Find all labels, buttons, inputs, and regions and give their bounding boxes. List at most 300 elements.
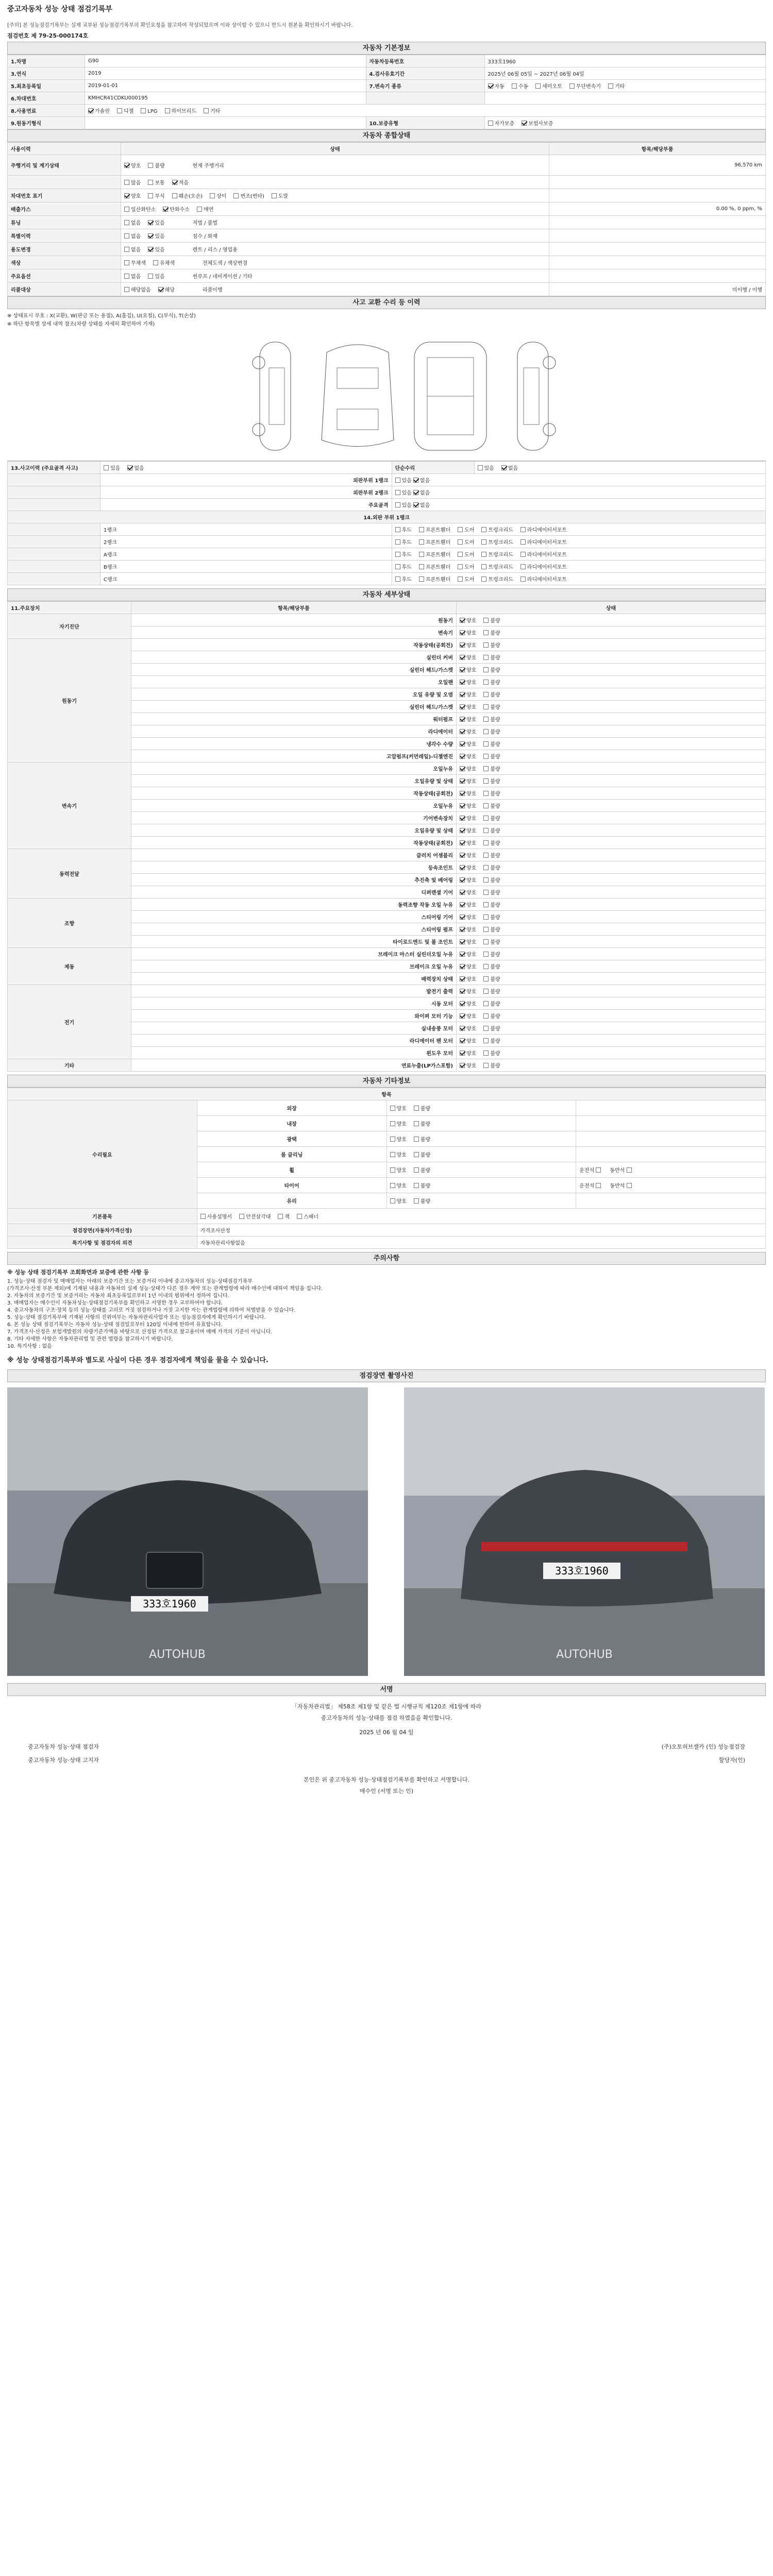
detail-table: 11.주요장치 항목/해당부품 상태 자기진단 원동기 양호 불량 변속기 양호 불량 원동기 작동상태(공회전) 양호 불량 실린더 커버 양호 불량 실린더 헤드/가스켓 양호 불량 오일팬 양호 불량 오일 유량 및 오염 양호 불량 실린더 헤드/가스켓 양호 불량 워터펌프 양호 불량 라디에이터 양호 불량 냉각수 수량 양호 불량 고압펌프(커먼레일)-디젤엔진 양호 불량 변속기 오일누유 양호 불량 오일유량 및 상태 양호 불량 작동상태(공회전) 양호 불량 오일누유 양호 불량 기어변속장치 양호 불량 오일유량 및 상태 양호 불량 작동상태(공회전) 양호 불량 동력전달 클러치 어셈블리 양호 불량 등속조인트 양호 불량 추진축 및 베어링 양호 불량 디퍼렌셜 기어 양호 불량 조향 동력조향 작동 오일 누유 양호 불량 스티어링 기어 양호 불량 스티어링 펌프 양호 불량 타이로드엔드 및 볼 조인트 양호 불량 제동 브레이크 마스터 실린더오일 누유 양호 불량 브레이크 오일 누유 양호 불량 배력장치 상태 양호 불량 전기 발전기 출력 양호 불량 시동 모터 양호 불량 와이퍼 모터 기능 양호 불량 실내송풍 모터 양호 불량 라디에이터 팬 모터 양호 불량 윈도우 모터 양호 불량 기타 연료누출(LP가스포함) 양호 불량 <box>7 601 766 1072</box>
table-row: 휠 양호 불량 운전석 동반석 <box>8 1162 766 1178</box>
checkbox <box>395 539 400 545</box>
signature-section <box>7 1683 766 1696</box>
checkbox <box>460 717 465 722</box>
checkbox <box>460 803 465 808</box>
table-row: 작동상태(공회전) 양호 불량 <box>8 787 766 800</box>
table-row: 스티어링 펌프 양호 불량 <box>8 923 766 936</box>
checkbox <box>460 976 465 981</box>
checkbox <box>483 655 489 660</box>
table-row: 브레이크 오일 누유 양호 불량 <box>8 960 766 973</box>
checkbox <box>460 791 465 796</box>
checkbox <box>395 527 400 532</box>
checkbox <box>172 180 177 185</box>
checkbox <box>627 1167 632 1173</box>
checkbox <box>520 539 526 545</box>
basic-info-section <box>7 42 766 129</box>
checkbox <box>483 803 489 808</box>
checkbox <box>478 465 483 470</box>
table-row: 주행거리 및 계기상태 양호 불량 현재 주행거리 96,570 km <box>8 155 766 176</box>
table-row: C랭크 후드 프론트휀더 도어 트렁크리드 라디에이터서포트 <box>8 573 766 585</box>
checkbox <box>390 1198 395 1204</box>
table-row: 오일팬 양호 불량 <box>8 676 766 688</box>
checkbox <box>483 1001 489 1006</box>
table-row: 냉각수 수량 양호 불량 <box>8 738 766 750</box>
checkbox <box>460 692 465 697</box>
note-line: (가격조사·산정 부분 제외)에 기재된 내용과 자동차의 실제 성능·상태가 다른 경우 계약 또는 관계법령에 따라 매수인에 대하여 책임을 집니다. <box>7 1286 323 1292</box>
checkbox <box>390 1167 395 1173</box>
checkbox <box>153 260 158 265</box>
table-row: 광택 양호 불량 <box>8 1131 766 1147</box>
checkbox <box>148 220 153 225</box>
checkbox <box>127 465 132 470</box>
photos-header: 점검장면 촬영사진 <box>7 1370 766 1382</box>
checkbox <box>458 539 463 545</box>
warranty-option: 보험사보증 <box>522 119 553 127</box>
table-row: 3.연식 2019 4.검사유효기간 2025년 06월 05일 ~ 2027년 06월 04일 <box>8 67 766 80</box>
damage-table: 13.사고이력 (주요골격 사고) 있음 없음 단순수리 있음 없음 외판부위 1랭크 있음 없음 외판부위 2랭크 있음 없음 주요골격 있음 없음 14.외판 부위 1랭크 1랭크 후드 프론트휀더 도어 트렁크리드 라디에이터서포트 2랭크 후드 프론트휀더 도어 트렁크리드 라디에이터서포트 A랭크 후드 프론트휀더 도어 트렁크리드 라디에이터서포트 B랭크 후드 프론트휀더 도어 트렁크리드 라디에이터서포트 C랭크 후드 프론트휀더 도어 트렁크리드 라디에이터서포트 <box>7 461 766 585</box>
checkbox <box>390 1183 395 1188</box>
floor-sign-front: AUTOHUB <box>149 1648 206 1661</box>
checkbox <box>520 577 526 582</box>
table-row: 조향 동력조향 작동 오일 누유 양호 불량 <box>8 899 766 911</box>
checkbox <box>148 233 153 239</box>
sig-line-1: 「자동차관리법」 제58조 제1항 및 같은 법 시행규칙 제120조 제1항에 따라 <box>291 1703 482 1710</box>
checkbox <box>483 865 489 870</box>
checkbox <box>390 1106 395 1111</box>
checkbox <box>483 729 489 734</box>
checkbox <box>148 163 153 168</box>
table-row: 주요옵션 없음 있음 썬루프 / 네비게이션 / 기타 <box>8 269 766 283</box>
note-line: 5. 성능·상태 점검기록부에 기재된 사항의 진위여부는 자동차관리사업자 또는 성능점검자에게 확인하시기 바랍니다. <box>7 1315 266 1320</box>
checkbox <box>148 193 153 198</box>
table-row: 오일유량 및 상태 양호 불량 <box>8 824 766 837</box>
checkbox <box>395 502 400 507</box>
table-row: 1랭크 후드 프론트휀더 도어 트렁크리드 라디에이터서포트 <box>8 523 766 536</box>
table-row: 2랭크 후드 프론트휀더 도어 트렁크리드 라디에이터서포트 <box>8 536 766 548</box>
sig-right-1: (주)오토허브셀카 (인) 성능점검장 <box>661 1743 745 1750</box>
table-row: 용도변경 없음 있음 렌트 / 리스 / 영업용 <box>8 243 766 256</box>
damage-header: 사고 교환 수리 등 이력 <box>7 297 766 309</box>
transmission-option: 자동 <box>488 82 505 90</box>
checkbox <box>460 939 465 944</box>
checkbox <box>483 890 489 895</box>
checkbox <box>483 927 489 932</box>
table-row: 배력장치 상태 양호 불량 <box>8 973 766 985</box>
checkbox <box>483 1050 489 1056</box>
checkbox <box>460 865 465 870</box>
checkbox <box>458 527 463 532</box>
checkbox <box>481 527 486 532</box>
table-row: 튜닝 없음 있음 적법 / 불법 <box>8 216 766 229</box>
notice-text: [주의] 본 성능점검기록부는 실제 교부된 성능점검기록부의 확인요청을 참고하여 작성되었으며 이와 상이할 수 있으니 반드시 원본을 확인하시기 바랍니다. <box>7 23 353 28</box>
table-row: 오일누유 양호 불량 <box>8 800 766 812</box>
sig-right-2: 할당자(인) <box>718 1757 745 1764</box>
checkbox <box>481 552 486 557</box>
fuel-option: 디젤 <box>117 107 133 114</box>
table-row: 스티어링 기어 양호 불량 <box>8 911 766 923</box>
note-line: 8. 기타 자세한 사항은 자동차관리법 및 관련 법령을 참고하시기 바랍니다. <box>7 1336 173 1342</box>
table-row: 고압펌프(커먼레일)-디젤엔진 양호 불량 <box>8 750 766 762</box>
car-diagram <box>7 332 766 461</box>
fuel-option: LPG <box>141 108 157 114</box>
car-front-photo-icon <box>7 1387 368 1676</box>
checkbox <box>458 552 463 557</box>
fuel-option: 가솔린 <box>88 107 110 114</box>
checkbox <box>419 577 424 582</box>
checkbox <box>481 539 486 545</box>
checkbox <box>483 704 489 709</box>
checkbox <box>483 939 489 944</box>
checkbox <box>124 193 129 198</box>
checkbox <box>460 853 465 858</box>
checkbox <box>460 680 465 685</box>
table-row: 동력전달 클러치 어셈블리 양호 불량 <box>8 849 766 861</box>
table-row: 많음 보통 적음 <box>8 176 766 189</box>
checkbox <box>460 1001 465 1006</box>
checkbox <box>483 791 489 796</box>
checkbox <box>278 1214 283 1219</box>
table-row: 전기 발전기 출력 양호 불량 <box>8 985 766 997</box>
table-row: 원동기 작동상태(공회전) 양호 불량 <box>8 639 766 651</box>
sig-left-2: 중고자동차 성능·상태 고지자 <box>28 1757 99 1764</box>
checkbox <box>483 1013 489 1019</box>
checkbox <box>419 552 424 557</box>
table-row: 오일유량 및 상태 양호 불량 <box>8 775 766 787</box>
note-line: 1. 성능·상태 점검자 및 매매업자는 아래의 보증기간 또는 보증거리 이내에 중고자동차의 성능·상태점검기록부 <box>7 1279 253 1284</box>
damage-section <box>7 296 766 309</box>
table-row: 수리필요 외장 양호 불량 <box>8 1100 766 1116</box>
table-row: 라디에이터 양호 불량 <box>8 725 766 738</box>
checkbox <box>460 1050 465 1056</box>
legend-line-2: ※ 하단 항목별 상세 내역 참조(차량 상태를 자세히 확인하여 기재) <box>7 321 155 327</box>
table-row: 실내송풍 모터 양호 불량 <box>8 1022 766 1035</box>
checkbox <box>124 220 129 225</box>
checkbox <box>483 976 489 981</box>
checkbox <box>395 552 400 557</box>
table-row: 라디에이터 팬 모터 양호 불량 <box>8 1035 766 1047</box>
checkbox <box>512 83 517 89</box>
checkbox <box>297 1214 302 1219</box>
checkbox <box>460 618 465 623</box>
checkbox <box>395 478 400 483</box>
checkbox <box>483 618 489 623</box>
checkbox <box>501 465 507 470</box>
table-row: 색상 무채색 유채색 전체도색 / 색상변경 <box>8 256 766 269</box>
table-row: 워터펌프 양호 불량 <box>8 713 766 725</box>
checkbox <box>124 180 129 185</box>
table-row: B랭크 후드 프론트휀더 도어 트렁크리드 라디에이터서포트 <box>8 561 766 573</box>
checkbox <box>483 1038 489 1043</box>
detail-section <box>7 588 766 1072</box>
other-header: 자동차 기타정보 <box>7 1075 766 1088</box>
checkbox <box>520 564 526 569</box>
checkbox <box>460 1026 465 1031</box>
checkbox <box>460 1063 465 1068</box>
table-row: 실린더 헤드/가스켓 양호 불량 <box>8 664 766 676</box>
checkbox <box>204 108 209 113</box>
checkbox <box>483 642 489 648</box>
checkbox <box>483 914 489 920</box>
plate-text-rear: 333호1960 <box>555 1565 609 1577</box>
checkbox <box>148 247 153 252</box>
checkbox <box>483 630 489 635</box>
checkbox <box>535 83 541 89</box>
warranty-option: 자가보증 <box>488 119 515 127</box>
checkbox <box>414 1121 419 1126</box>
other-table: 항목 수리필요 외장 양호 불량 내장 양호 불량 광택 양호 불량 룸 클리닝 양호 불량 휠 양호 불량 운전석 동반석 타이어 양호 불량 운전석 동반석 유리 양호 불량 기본품목 사용설명서 안전삼각대 잭 스패너 점검장면(자동차가격산정) 가격조사산정 특기사항 및 점검자의 의견 자동차관리사항없음 <box>7 1088 766 1249</box>
checkbox <box>172 193 177 198</box>
checkbox <box>460 927 465 932</box>
table-row: 타이어 양호 불량 운전석 동반석 <box>8 1178 766 1193</box>
basic-info-table <box>7 55 766 129</box>
table-row: 1.차명 G90 자동차등록번호 333호1960 <box>8 55 766 67</box>
checkbox <box>395 564 400 569</box>
checkbox <box>390 1137 395 1142</box>
checkbox <box>148 180 153 185</box>
checkbox <box>414 1198 419 1204</box>
checkbox <box>163 207 168 212</box>
checkbox <box>460 667 465 672</box>
notes-head: ※ 성능 상태 점검기록부 조회화면과 보증에 관한 사항 등 <box>7 1269 149 1276</box>
checkbox <box>197 207 202 212</box>
table-row: 9.원동기형식 10.보증유형 자가보증 보험사보증 <box>8 117 766 129</box>
checkbox <box>104 465 109 470</box>
checkbox <box>481 577 486 582</box>
checkbox <box>460 1013 465 1019</box>
checkbox <box>419 539 424 545</box>
note-line: 6. 본 성능 상태 점검기록부는 자동차 성능·상태 점검일로부터 120일 이내에 한하여 유효합니다. <box>7 1322 223 1328</box>
checkbox <box>414 1167 419 1173</box>
checkbox <box>124 274 129 279</box>
table-row: 내장 양호 불량 <box>8 1116 766 1131</box>
checkbox <box>488 83 493 89</box>
checkbox <box>419 527 424 532</box>
checkbox <box>233 193 239 198</box>
checkbox <box>483 754 489 759</box>
checkbox <box>483 717 489 722</box>
checkbox <box>460 840 465 845</box>
checkbox <box>460 655 465 660</box>
table-row: 룸 클리닝 양호 불량 <box>8 1147 766 1162</box>
table-row: A랭크 후드 프론트휀더 도어 트렁크리드 라디에이터서포트 <box>8 548 766 561</box>
table-row: 기타 연료누출(LP가스포함) 양호 불량 <box>8 1059 766 1072</box>
checkbox <box>210 193 215 198</box>
checkbox <box>483 667 489 672</box>
signature-body <box>7 1701 766 1797</box>
table-row: 실린더 커버 양호 불량 <box>8 651 766 664</box>
checkbox <box>460 766 465 771</box>
checkbox <box>390 1121 395 1126</box>
checkbox <box>117 108 122 113</box>
checkbox <box>460 964 465 969</box>
table-row: 추진축 및 베어링 양호 불량 <box>8 874 766 886</box>
checkbox <box>395 490 400 495</box>
checkbox <box>483 952 489 957</box>
transmission-option: 세미오토 <box>535 82 562 90</box>
checkbox <box>124 260 129 265</box>
fuel-option: 기타 <box>204 107 220 114</box>
checkbox <box>520 552 526 557</box>
table-row: 5.최초등록일 2019-01-01 7.변속기 종류 자동 수동 세미오토 무단변속기 기타 <box>8 80 766 92</box>
note-line: 2. 자동차의 보증기간 및 보증거리는 자동차 최초등록일로부터 1년 이내의 범위에서 정하여 집니다. <box>7 1293 229 1299</box>
checkbox <box>458 577 463 582</box>
damage-legend <box>7 312 766 329</box>
checkbox <box>124 207 129 212</box>
checkbox <box>165 108 170 113</box>
table-row: 배출가스 일산화탄소 탄화수소 매연 0.00 %, 0 ppm, % <box>8 202 766 216</box>
checkbox <box>460 704 465 709</box>
checkbox <box>460 778 465 784</box>
checkbox <box>596 1167 601 1173</box>
checkbox <box>460 741 465 747</box>
note-line: 3. 매매업자는 매수인이 자동차성능·상태점검기록부를 확인하고 서명한 경우 교부하여야 합니다. <box>7 1300 223 1306</box>
checkbox <box>483 741 489 747</box>
sig-date: 2025 년 06 월 04 일 <box>359 1729 414 1736</box>
checkbox <box>596 1183 601 1188</box>
checkbox <box>413 478 418 483</box>
table-row: 6.차대번호 KMHCR41CDKU000195 <box>8 92 766 105</box>
checkbox <box>460 816 465 821</box>
checkbox <box>460 630 465 635</box>
sig-receive: 본인은 위 중고자동차 성능·상태점검기록부를 확인하고 서명합니다. <box>303 1776 469 1783</box>
notes-warning: ※ 성능 상태점검기록부와 별도로 사실이 다른 경우 점검자에게 책임을 물을 수 있습니다. <box>7 1357 268 1364</box>
checkbox <box>460 754 465 759</box>
checkbox <box>272 193 277 198</box>
table-row: 작동상태(공회전) 양호 불량 <box>8 837 766 849</box>
table-row: 리콜대상 해당없음 해당 리콜이행 미이행 / 이행 <box>8 283 766 296</box>
table-row: 8.사용연료 가솔린 디젤 LPG 하이브리드 기타 <box>8 105 766 117</box>
checkbox <box>488 121 493 126</box>
checkbox <box>569 83 575 89</box>
table-row: 와이퍼 모터 기능 양호 불량 <box>8 1010 766 1022</box>
checkbox <box>414 1152 419 1157</box>
checkbox <box>481 564 486 569</box>
checkbox <box>460 1038 465 1043</box>
note-line: 10. 특기사항 : 없음 <box>7 1344 52 1349</box>
checkbox <box>414 1183 419 1188</box>
checkbox <box>124 233 129 239</box>
checkbox <box>483 692 489 697</box>
general-section <box>7 129 766 296</box>
checkbox <box>608 83 613 89</box>
checkbox <box>124 287 129 292</box>
checkbox <box>483 828 489 833</box>
checkbox <box>522 121 527 126</box>
checkbox <box>483 840 489 845</box>
sig-line-2: 중고자동차의 성능·상태를 점검 하였음을 확인합니다. <box>321 1715 452 1721</box>
checkbox <box>419 564 424 569</box>
table-row: 차대번호 표기 양호 부식 훼손(오손) 상이 변조(변타) 도말 <box>8 189 766 202</box>
detail-header: 자동차 세부상태 <box>7 589 766 601</box>
checkbox <box>239 1214 244 1219</box>
checkbox <box>460 729 465 734</box>
general-table: 사용이력 상태 항목/해당부품 주행거리 및 계기상태 양호 불량 현재 주행거리 96,570 km 많음 보통 적음 차대번호 표기 양호 부식 훼손(오손) 상이 변조(변타) 도말 배출가스 일산화탄소 탄화수소 매연 0.00 %, 0 ppm, % 튜닝 없음 있음 적법 / 불법 특별이력 없음 있음 침수 / 화재 용도변경 없음 있음 렌트 / 리스 / 영업용 색상 무채색 유채색 전체도색 / 색상변경 주요옵션 없음 있음 썬루프 / 네비게이션 / 기타 리콜대상 해당없음 해당 리콜이행 미이행 / 이행 <box>7 142 766 296</box>
checkbox <box>460 989 465 994</box>
general-header: 자동차 종합상태 <box>7 130 766 142</box>
checkbox <box>88 108 93 113</box>
transmission-option: 기타 <box>608 82 625 90</box>
fuel-option: 하이브리드 <box>165 107 196 114</box>
checkbox <box>141 108 146 113</box>
checkbox <box>200 1214 206 1219</box>
inspection-photo-front <box>7 1387 368 1676</box>
car-side-right-icon <box>481 337 584 455</box>
checkbox <box>460 642 465 648</box>
car-rear-photo-icon <box>404 1387 765 1676</box>
checkbox <box>460 902 465 907</box>
table-row: 오일 유량 및 오염 양호 불량 <box>8 688 766 701</box>
basic-info-header: 자동차 기본정보 <box>7 42 766 55</box>
photos-section <box>7 1369 766 1382</box>
checkbox <box>395 577 400 582</box>
checkbox <box>390 1152 395 1157</box>
checkbox <box>460 952 465 957</box>
checkbox <box>483 1063 489 1068</box>
checkbox <box>483 853 489 858</box>
notes-header: 주의사항 <box>7 1252 766 1265</box>
table-row: 시동 모터 양호 불량 <box>8 997 766 1010</box>
car-front-top-icon <box>306 337 409 455</box>
sig-receive-2: 매수인 (서명 또는 인) <box>359 1788 414 1794</box>
sig-left-1: 중고자동차 성능·상태 점검자 <box>28 1743 99 1750</box>
table-row: 특별이력 없음 있음 침수 / 화재 <box>8 229 766 243</box>
transmission-option: 무단변속기 <box>569 82 601 90</box>
table-row: 기어변속장치 양호 불량 <box>8 812 766 824</box>
checkbox <box>124 163 129 168</box>
checkbox <box>483 989 489 994</box>
legend-line-1: ※ 상태표시 부호 : X(교환), W(판금 또는 용접), A(흠집), U(요철), C(부식), T(손상) <box>7 313 196 319</box>
checkbox <box>148 274 153 279</box>
checkbox <box>414 1137 419 1142</box>
checkbox <box>413 502 418 507</box>
notes-body <box>7 1269 766 1350</box>
checkbox <box>483 766 489 771</box>
page-title: 중고자동차 성능 상태 점검기록부 <box>7 5 112 13</box>
note-line: 4. 중고자동차의 구조·장치 등의 성능·상태를 고의로 거짓 점검하거나 거짓 고지한 자는 관계법령에 의하여 처벌받을 수 있습니다. <box>7 1308 296 1313</box>
note-line: 7. 가격조사·산정은 보험개발원의 차량기준가액을 바탕으로 산정된 가격으로 참고용이며 매매 가격의 기준이 아닙니다. <box>7 1329 273 1335</box>
serial-number: 점검번호 제 79-25-000174호 <box>7 32 89 39</box>
checkbox <box>460 877 465 883</box>
table-row: 변속기 오일누유 양호 불량 <box>8 762 766 775</box>
table-row: 자기진단 원동기 양호 불량 <box>8 614 766 626</box>
checkbox <box>483 1026 489 1031</box>
checkbox <box>413 490 418 495</box>
table-row: 유리 양호 불량 <box>8 1193 766 1209</box>
table-row: 제동 브레이크 마스터 실린더오일 누유 양호 불량 <box>8 948 766 960</box>
checkbox <box>460 828 465 833</box>
checkbox <box>483 964 489 969</box>
signature-header: 서명 <box>7 1684 766 1696</box>
checkbox <box>460 914 465 920</box>
checkbox <box>483 902 489 907</box>
checkbox <box>460 890 465 895</box>
photos-area <box>7 1387 766 1676</box>
checkbox <box>158 287 163 292</box>
table-row: 타이로드엔드 및 볼 조인트 양호 불량 <box>8 936 766 948</box>
table-row: 실린더 헤드/가스켓 양호 불량 <box>8 701 766 713</box>
checkbox <box>483 877 489 883</box>
plate-text-front: 333호1960 <box>143 1598 196 1610</box>
checkbox <box>458 564 463 569</box>
checkbox <box>483 778 489 784</box>
transmission-option: 수동 <box>512 82 528 90</box>
checkbox <box>520 527 526 532</box>
table-row: 변속기 양호 불량 <box>8 626 766 639</box>
checkbox <box>627 1183 632 1188</box>
floor-sign-rear: AUTOHUB <box>556 1648 613 1661</box>
table-row: 기본품목 사용설명서 안전삼각대 잭 스패너 <box>8 1209 766 1224</box>
checkbox <box>124 247 129 252</box>
